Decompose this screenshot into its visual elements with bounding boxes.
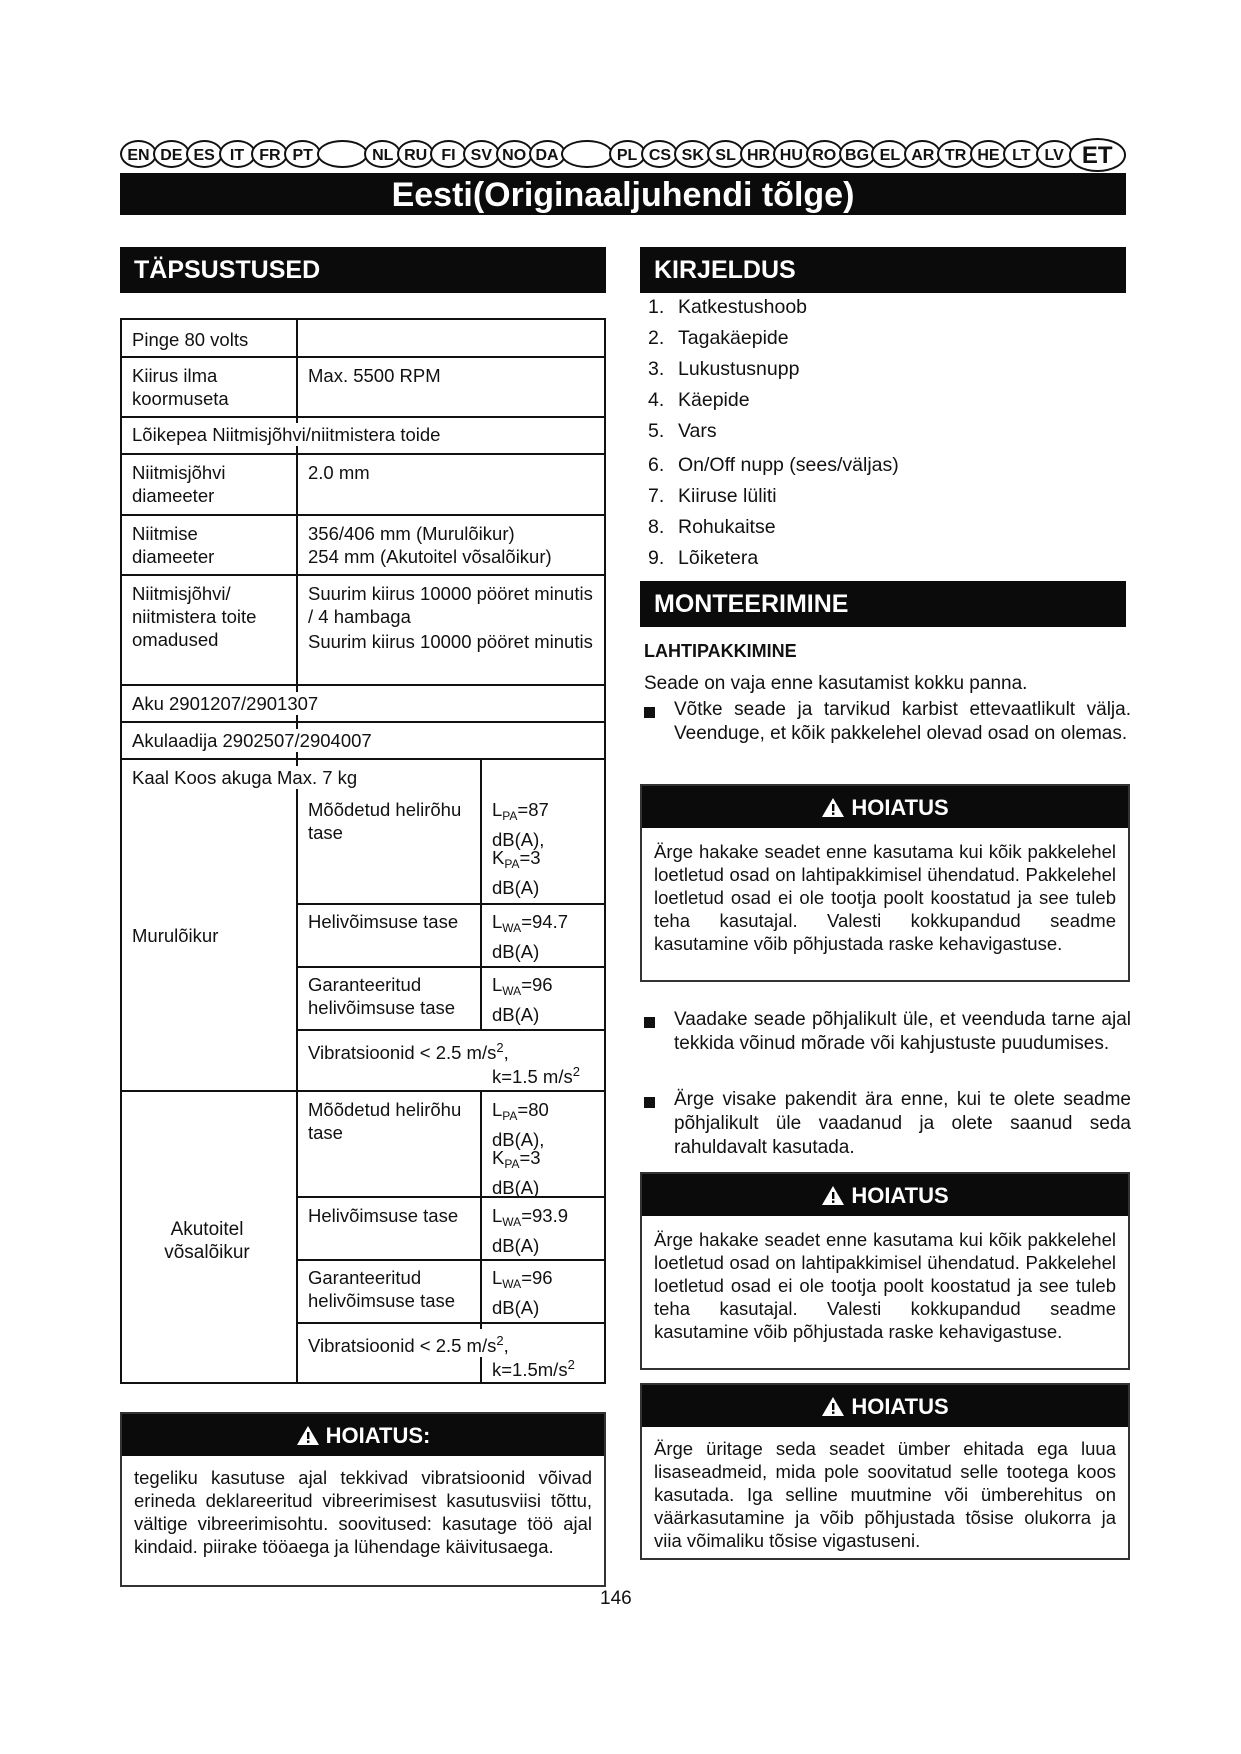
language-spacer: [317, 140, 368, 168]
g1-power-label: Helivõimsuse tase: [308, 911, 459, 932]
specs-heading: TÄPSUSTUSED: [120, 247, 606, 293]
g1-lwa-guaranteed-value: $L_{WA}=96$ dB(A): [492, 974, 553, 1025]
g2-lwa-value: $L_{WA}=93.9$ dB(A): [492, 1205, 568, 1256]
language-tab-hu[interactable]: HU: [773, 140, 810, 168]
language-tab-fi[interactable]: FI: [430, 140, 467, 168]
description-list: [648, 292, 899, 574]
vibration-warning-text: tegeliku kasutuse ajal tekkivad vibratsioonid võivad erineda deklareeritud vibreerimisest kasutusviisi tõttu, vältige vibreerimisohtu. soovitused: kasutage töö ajal kindaid. piirake tööaega ja lühendage käivitusaega.: [134, 1467, 592, 1557]
group-brush-cutter-label: Akutoitel võsalõikur: [164, 1219, 250, 1263]
language-tab-pl[interactable]: PL: [609, 140, 646, 168]
description-item: [648, 416, 899, 447]
spec-feed-value-1: Suurim kiirus 10000 pööret minutis / 4 hambaga: [308, 583, 593, 627]
warning-triangle-icon: [821, 1396, 845, 1417]
description-item: [648, 323, 899, 354]
language-tab-no[interactable]: NO: [496, 140, 533, 168]
description-item: [648, 481, 899, 512]
bullet-marker: [644, 707, 655, 718]
description-item-number: 7.: [648, 485, 665, 507]
language-tab-et[interactable]: ET: [1069, 138, 1126, 172]
g2-guaranteed-label: Garanteeritud helivõimsuse tase: [308, 1267, 456, 1311]
language-tab-en[interactable]: EN: [120, 140, 157, 168]
g1-k-value: k=1.5 $m/s^2$: [492, 1064, 580, 1088]
description-item: [648, 543, 899, 574]
unpacking-bullet-1: Võtke seade ja tarvikud karbist ettevaatlikult välja. Veenduge, et kõik pakkelehel olevad osad on olemas.: [674, 699, 1131, 744]
language-tab-ru[interactable]: RU: [397, 140, 434, 168]
language-tab-pt[interactable]: PT: [284, 140, 321, 168]
g2-k-value: $k=1.5m/s^2$: [492, 1357, 575, 1381]
unpacking-subheading: LAHTIPAKKIMINE: [644, 641, 797, 661]
description-item-number: 1.: [648, 296, 665, 318]
spec-cut-diameter-value-1: 356/406 mm (Murulõikur): [308, 523, 515, 544]
assembly-warning-2-title: HOIATUS: [642, 1174, 1128, 1216]
language-tab-ar[interactable]: AR: [904, 140, 941, 168]
group-lawn-mower-label: Murulõikur: [132, 925, 219, 946]
description-item-label: Vars: [678, 420, 717, 442]
language-tab-he[interactable]: HE: [970, 140, 1007, 168]
description-item-number: 9.: [648, 547, 665, 569]
description-item: [648, 512, 899, 543]
g1-measured-label: Mõõdetud helirõhu tase: [308, 799, 462, 843]
description-item-label: Rohukaitse: [678, 516, 776, 538]
description-item: [648, 292, 899, 323]
language-tab-es[interactable]: ES: [186, 140, 223, 168]
bullet-marker: [644, 1097, 655, 1108]
description-item-label: Käepide: [678, 389, 750, 411]
description-item: [648, 354, 899, 385]
unpacking-bullet-2: Vaadake seade põhjalikult üle, et veenduda tarne ajal tekkida võinud mõrade või kahjustuste puudumises.: [674, 1009, 1131, 1054]
warning-triangle-icon: [821, 797, 845, 818]
language-tab-sv[interactable]: SV: [463, 140, 500, 168]
language-tab-de[interactable]: DE: [153, 140, 190, 168]
language-tab-cs[interactable]: CS: [641, 140, 678, 168]
language-tab-tr[interactable]: TR: [937, 140, 974, 168]
language-tab-lt[interactable]: LT: [1003, 140, 1040, 168]
g2-vibration-label: Vibratsioonid < 2.5 $m/s^2$,: [308, 1329, 511, 1357]
language-tab-hr[interactable]: HR: [740, 140, 777, 168]
description-item-label: On/Off nupp (sees/väljas): [678, 454, 899, 476]
spec-voltage-label: Pinge 80 volts: [132, 329, 249, 350]
vibration-warning-title: HOIATUS:: [122, 1414, 604, 1456]
bullet-marker: [644, 1017, 655, 1028]
description-heading: KIRJELDUS: [640, 247, 1126, 293]
g1-lpa-value: $L_{PA}=87$ dB(A),: [492, 799, 549, 850]
spec-line-diameter-label: Niitmisjõhvi diameeter: [132, 462, 226, 506]
spec-line-diameter-value: 2.0 mm: [308, 462, 370, 483]
language-tab-bg[interactable]: BG: [839, 140, 876, 168]
description-item: [648, 450, 899, 481]
g2-lpa-value: $L_{PA}=80$ dB(A),: [492, 1099, 549, 1150]
spec-weight: Kaal Koos akuga Max. 7 kg: [132, 767, 358, 788]
vibration-warning: [120, 1412, 606, 1587]
spec-cut-diameter-label: Niitmise diameeter: [132, 523, 215, 567]
description-item-label: Lukustusnupp: [678, 358, 800, 380]
description-item-label: Katkestushoob: [678, 296, 808, 318]
g2-lwa-guaranteed-value: $L_{WA}=96$ dB(A): [492, 1267, 553, 1318]
description-item-number: 3.: [648, 358, 665, 380]
description-item-number: 4.: [648, 389, 665, 411]
description-item-number: 6.: [648, 454, 665, 476]
assembly-warning-1-text: Ärge hakake seadet enne kasutama kui kõik pakkelehel loetletud osad on lahtipakkimisel ühendatud. Pakkelehel loetletud osad ei ole tootja poolt koostatud ja see tuleb teha kasutajal. Valesti kokkupandud seadme kasutamine võib põhjustada raske kehavigastuse.: [654, 841, 1116, 954]
assembly-heading: MONTEERIMINE: [640, 581, 1126, 627]
language-tab-ro[interactable]: RO: [806, 140, 843, 168]
g1-lwa-value: $L_{WA}=94.7$ dB(A): [492, 911, 568, 962]
assembly-warning-2-text: Ärge hakake seadet enne kasutama kui kõik pakkelehel loetletud osad on lahtipakkimisel ühendatud. Pakkelehel loetletud osad ei ole tootja poolt koostatud ja see tuleb teha kasutajal. Valesti kokkupandud seadme kasutamine võib põhjustada raske kehavigastuse.: [654, 1229, 1116, 1342]
g1-vibration-label: Vibratsioonid < 2.5 $m/s^2$,: [308, 1036, 511, 1064]
spec-table: [120, 318, 606, 1384]
spec-feed-label: Niitmisjõhvi/ niitmistera toite omadused: [132, 583, 257, 650]
unpacking-bullet-3: Ärge visake pakendit ära enne, kui te olete seadme põhjalikult üle vaadanud ja olete saanud seda rahuldavalt kasutada.: [674, 1089, 1131, 1158]
warning-triangle-icon: [821, 1185, 845, 1206]
description-item-label: Tagakäepide: [678, 327, 789, 349]
description-item-number: 5.: [648, 420, 665, 442]
assembly-warning-1: [640, 784, 1130, 982]
spec-cut-diameter-value-2: 254 mm (Akutoitel võsalõikur): [308, 546, 552, 567]
spec-charger: Akulaadija 2902507/2904007: [132, 730, 372, 751]
page-title: Eesti(Originaaljuhendi tõlge): [120, 173, 1126, 215]
spec-speed-value: Max. 5500 RPM: [308, 365, 441, 386]
language-tab-fr[interactable]: FR: [251, 140, 288, 168]
g2-measured-label: Mõõdetud helirõhu tase: [308, 1099, 462, 1143]
page-number: 146: [600, 1588, 632, 1609]
language-tab-it[interactable]: IT: [219, 140, 256, 168]
assembly-warning-2: [640, 1172, 1130, 1370]
language-tab-sk[interactable]: SK: [674, 140, 711, 168]
language-tab-lv[interactable]: LV: [1036, 140, 1073, 168]
language-tab-el[interactable]: EL: [871, 140, 908, 168]
g2-kpa-value: $K_{PA}=3$ dB(A): [492, 1147, 541, 1198]
language-bar: [120, 138, 1126, 174]
language-spacer: [561, 140, 612, 168]
spec-cutting-head: Lõikepea Niitmisjõhvi/niitmistera toide: [132, 424, 441, 445]
spec-battery: Aku 2901207/2901307: [132, 693, 319, 714]
description-item: [648, 385, 899, 416]
language-tab-da[interactable]: DA: [529, 140, 566, 168]
unpacking-intro: Seade on vaja enne kasutamist kokku panna.: [644, 673, 1028, 694]
description-item-label: Kiiruse lüliti: [678, 485, 777, 507]
modification-warning: [640, 1383, 1130, 1560]
warning-triangle-icon: [296, 1425, 320, 1446]
description-item-number: 2.: [648, 327, 665, 349]
description-item-label: Lõiketera: [678, 547, 759, 569]
language-tab-sl[interactable]: SL: [707, 140, 744, 168]
g2-power-label: Helivõimsuse tase: [308, 1205, 459, 1226]
assembly-warning-1-title: HOIATUS: [642, 786, 1128, 828]
g1-guaranteed-label: Garanteeritud helivõimsuse tase: [308, 974, 456, 1018]
modification-warning-text: Ärge üritage seda seadet ümber ehitada ega luua lisaseadmeid, mida pole soovitatud selle tootega koos kasutada. Iga selline muutmine või ümberehitus on väärkasutamine ja võib põhjustada tõsise olukorra ja viia võimaliku tõsise vigastuseni.: [654, 1438, 1116, 1551]
g1-kpa-value: $K_{PA}=3$ dB(A): [492, 847, 541, 898]
language-tab-nl[interactable]: NL: [364, 140, 401, 168]
spec-speed-label: Kiirus ilma koormuseta: [132, 365, 229, 409]
description-item-number: 8.: [648, 516, 665, 538]
spec-feed-value-2: Suurim kiirus 10000 pööret minutis: [308, 631, 593, 652]
modification-warning-title: HOIATUS: [642, 1385, 1128, 1427]
